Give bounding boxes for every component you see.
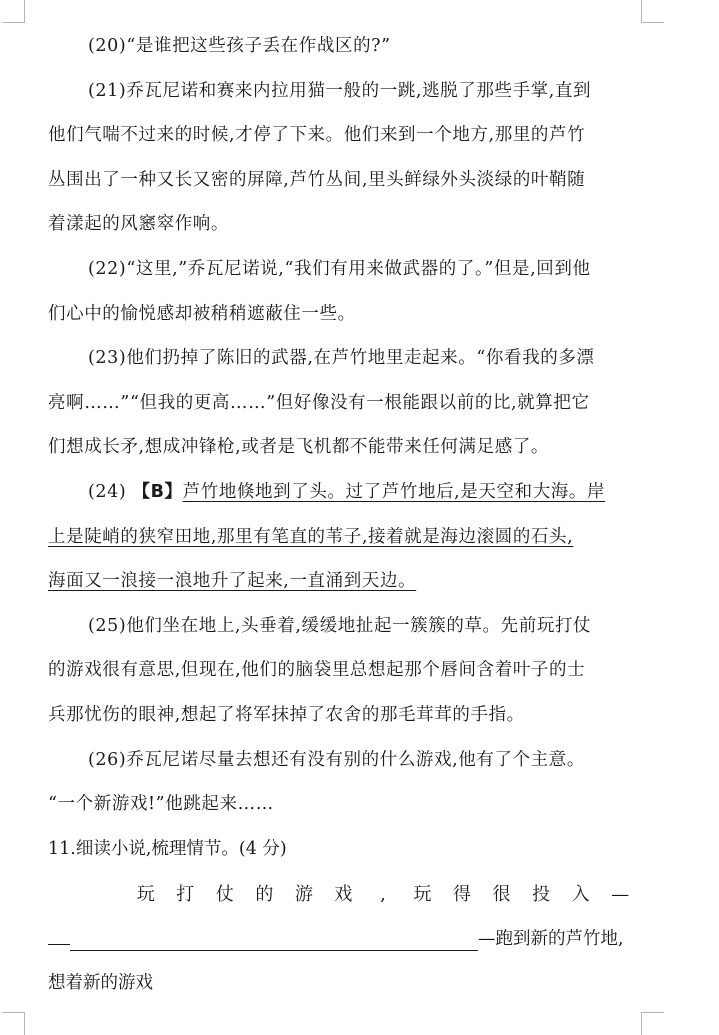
fill-char: 的 (255, 883, 274, 905)
fill-suffix: —跑到新的芦竹地, (478, 928, 624, 949)
paragraph-line: (21)乔瓦尼诺和赛来内拉用猫一般的一跳,逃脱了那些手掌,直到 (88, 80, 592, 101)
paragraph-20 (48, 24, 640, 69)
fill-char: 得 (453, 883, 472, 905)
fill-blank-line-3: 想着新的游戏 (48, 972, 153, 993)
paragraph-line (48, 559, 640, 604)
question-title: 11.细读小说,梳理情节。(4 分) (48, 838, 287, 859)
paragraph-line: (26)乔瓦尼诺尽量去想还有没有别的什么游戏,他有了个主意。 (88, 749, 585, 770)
paragraph-line: 着漾起的风窸窣作响。 (48, 214, 229, 235)
crop-mark-top-left (2, 0, 25, 23)
fill-char: 玩 (136, 883, 155, 905)
paragraph-line: (23)他们扔掉了陈旧的武器,在芦竹地里走起来。“你看我的多漂 (88, 348, 595, 369)
fill-char: 玩 (413, 883, 432, 905)
crop-mark-top-right (641, 0, 664, 23)
fill-char: — (611, 883, 630, 905)
underlined-text: 芦竹地倏地到了头。过了芦竹地后,是天空和大海。岸 (182, 481, 606, 502)
marker-b: 【B】 (132, 481, 183, 502)
fill-char: 戏 (334, 883, 353, 905)
paragraph-26 (48, 738, 640, 827)
fill-char: 游 (294, 883, 313, 905)
paragraph-line: 们想成长矛,想成冲锋枪,或者是飞机都不能带来任何满足感了。 (48, 437, 550, 458)
paragraph-24 (48, 470, 640, 604)
paragraph-line: (20)“是谁把这些孩子丢在作战区的?” (88, 36, 391, 56)
fill-char: 很 (492, 883, 511, 905)
paragraph-line: 丛围出了一种又长又密的屏障,芦竹丛间,里头鲜绿外头淡绿的叶鞘随 (48, 169, 586, 190)
underlined-text: 海面又一浪接一浪地升了起来,一直涌到天边。 (48, 571, 417, 592)
paragraph-line: 兵那忧伤的眼神,想起了将军抹掉了农舍的那毛茸茸的手指。 (48, 704, 525, 725)
paragraph-25 (48, 604, 640, 738)
fill-blank-line-1 (48, 873, 640, 917)
paragraph-line: 的游戏很有意思,但现在,他们的脑袋里总想起那个唇间含着叶子的士 (48, 660, 586, 681)
paragraph-line: “一个新游戏!”他跳起来…… (48, 794, 274, 815)
paragraph-line: 们心中的愉悦感却被稍稍遮蔽住一些。 (48, 303, 356, 324)
paragraph-line: (25)他们坐在地上,头垂着,缓缓地扯起一簇簇的草。先前玩打仗 (88, 615, 592, 636)
fill-char: 仗 (215, 883, 234, 905)
answer-blank[interactable] (70, 922, 478, 951)
paragraph-23 (48, 336, 640, 470)
paragraph-number: (24) (88, 481, 127, 502)
fill-char: 入 (571, 883, 590, 905)
paragraph-22 (48, 247, 640, 336)
fill-blank-line-2 (48, 917, 640, 961)
paragraph-line: 他们气喘不过来的时候,才停了下来。他们来到一个地方,那里的芦竹 (48, 125, 586, 146)
paragraph-line: 亮啊……”“但我的更高……”但好像没有一根能跟以前的比,就算把它 (48, 392, 590, 413)
fill-char: 打 (176, 883, 195, 905)
paragraph-line: (22)“这里,”乔瓦尼诺说,“我们有用来做武器的了。”但是,回到他 (88, 258, 591, 279)
paragraph-line (48, 470, 640, 515)
underlined-text: 上是陡峭的狭窄田地,那里有笔直的苇子,接着就是海边滚圆的石头, (48, 526, 574, 547)
fill-char: , (380, 883, 386, 905)
document-body (48, 24, 640, 1005)
fill-char: 投 (532, 883, 551, 905)
dash-line (48, 930, 70, 945)
paragraph-21 (48, 69, 640, 247)
